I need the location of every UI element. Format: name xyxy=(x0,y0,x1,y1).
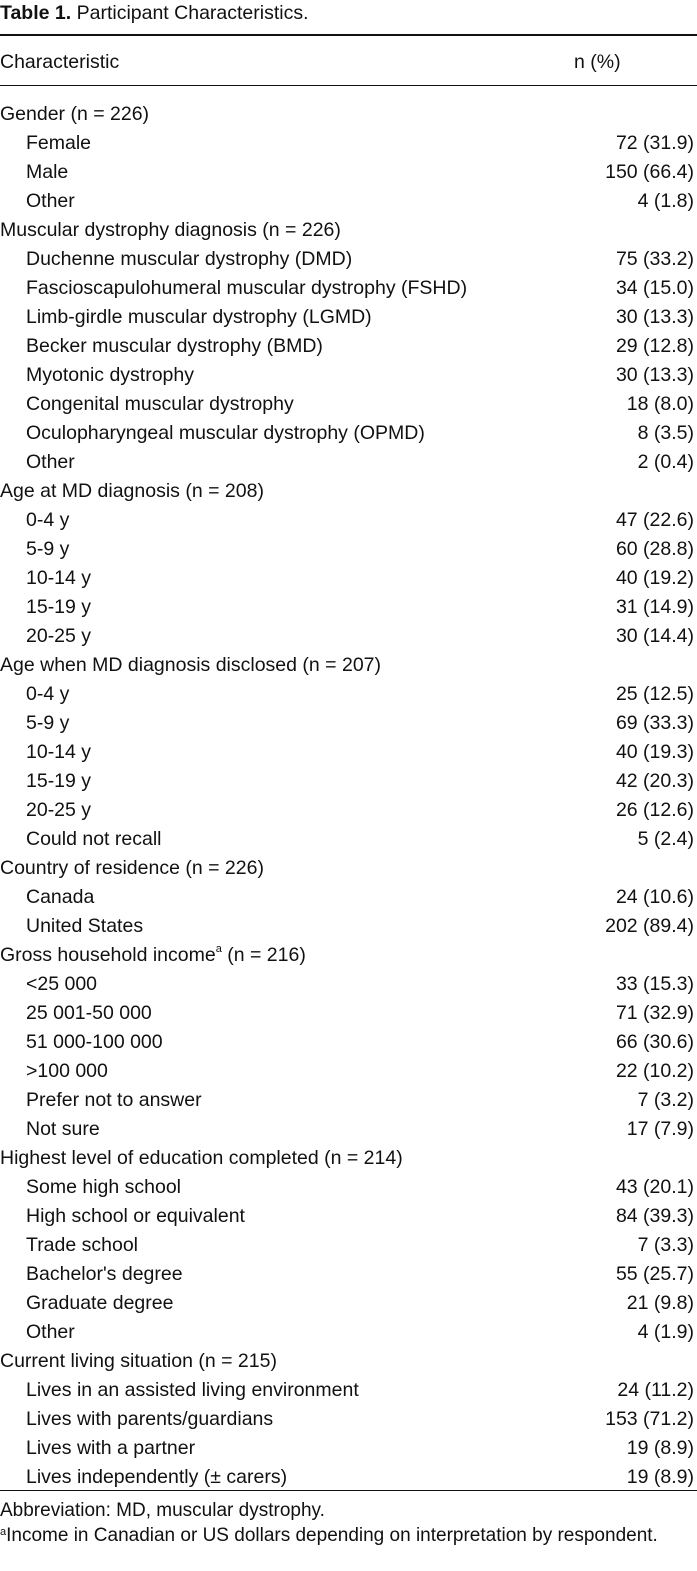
header-rule xyxy=(0,85,697,86)
row-value: 17 (7.9) xyxy=(626,1118,694,1140)
table-row xyxy=(0,912,697,941)
row-label xyxy=(0,100,149,129)
table-row xyxy=(0,564,697,593)
table-row xyxy=(0,767,697,796)
row-label-text: Some high school xyxy=(26,1176,182,1198)
row-label-text: 10-14 y xyxy=(26,567,92,589)
table-row xyxy=(0,999,697,1028)
table-group-row xyxy=(0,100,697,129)
row-value: 30 (14.4) xyxy=(615,625,694,647)
row-label-text: Lives with a partner xyxy=(26,1437,196,1459)
row-label xyxy=(0,854,264,883)
table-row xyxy=(0,1173,697,1202)
table-row xyxy=(0,390,697,419)
row-label xyxy=(0,477,264,506)
row-label-text: Not sure xyxy=(26,1118,100,1140)
row-label-text: 10-14 y xyxy=(26,741,92,763)
row-value: 5 (2.4) xyxy=(637,828,694,850)
table-row xyxy=(0,1202,697,1231)
table-row xyxy=(0,680,697,709)
table-row xyxy=(0,187,697,216)
row-label-text: High school or equivalent xyxy=(26,1205,245,1227)
row-label xyxy=(0,1347,277,1376)
row-label-text: Female xyxy=(26,132,92,154)
table-row xyxy=(0,738,697,767)
row-label-text: Oculopharyngeal muscular dystrophy (OPMD) xyxy=(26,422,425,444)
row-label-text: Lives independently (± carers) xyxy=(26,1466,288,1488)
row-label xyxy=(26,883,94,912)
footnote-marker: a xyxy=(0,1526,7,1538)
row-label-text: 5-9 y xyxy=(26,538,70,560)
row-label-text: United States xyxy=(26,915,144,937)
table-row xyxy=(0,1376,697,1405)
row-label xyxy=(26,129,91,158)
table-row xyxy=(0,1463,697,1492)
table-row xyxy=(0,448,697,477)
row-value: 21 (9.8) xyxy=(626,1292,694,1314)
row-label-text: Gross household income xyxy=(0,944,216,966)
row-label-text: Congenital muscular dystrophy xyxy=(26,393,294,415)
table-header xyxy=(0,48,697,76)
row-label xyxy=(26,767,91,796)
row-label-text: Graduate degree xyxy=(26,1292,174,1314)
row-label xyxy=(26,1028,163,1057)
row-label xyxy=(26,1173,181,1202)
table-label: Table 1. xyxy=(0,2,72,24)
row-label xyxy=(0,651,381,680)
row-label-text: Bachelor's degree xyxy=(26,1263,183,1285)
row-value: 7 (3.3) xyxy=(637,1234,694,1256)
row-value: 34 (15.0) xyxy=(615,277,694,299)
row-label-text: Male xyxy=(26,161,69,183)
footnote-a-text: Income in Canadian or US dollars depending on interpretation by respondent. xyxy=(6,1525,658,1546)
row-label xyxy=(26,1289,173,1318)
row-value: 24 (10.6) xyxy=(615,886,694,908)
row-value: 60 (28.8) xyxy=(615,538,694,560)
table-group-row xyxy=(0,941,697,970)
row-label xyxy=(26,1463,287,1492)
table-row xyxy=(0,593,697,622)
row-label xyxy=(26,332,323,361)
table-row xyxy=(0,332,697,361)
table-row xyxy=(0,303,697,332)
row-label xyxy=(26,1115,100,1144)
table-row xyxy=(0,970,697,999)
row-label-text: Age when MD diagnosis disclosed (n = 207) xyxy=(0,654,382,676)
row-value: 153 (71.2) xyxy=(605,1408,694,1430)
table-group-row xyxy=(0,1144,697,1173)
row-value: 47 (22.6) xyxy=(615,509,694,531)
table-title xyxy=(0,0,309,26)
row-value: 25 (12.5) xyxy=(615,683,694,705)
row-value: 30 (13.3) xyxy=(615,364,694,386)
row-label-text: Prefer not to answer xyxy=(26,1089,202,1111)
row-label xyxy=(26,390,294,419)
row-label-text: Country of residence (n = 226) xyxy=(0,857,264,879)
footnote-abbreviation: Abbreviation: MD, muscular dystrophy. xyxy=(0,1500,325,1521)
table-row xyxy=(0,1260,697,1289)
row-label-text: Canada xyxy=(26,886,95,908)
row-value: 66 (30.6) xyxy=(615,1031,694,1053)
row-label xyxy=(26,303,372,332)
table-group-row xyxy=(0,216,697,245)
row-value: 71 (32.9) xyxy=(615,1002,694,1024)
row-label xyxy=(26,912,143,941)
table-row xyxy=(0,1289,697,1318)
row-value: 2 (0.4) xyxy=(637,451,694,473)
row-label xyxy=(26,1202,245,1231)
row-value: 7 (3.2) xyxy=(637,1089,694,1111)
row-label-text: Age at MD diagnosis (n = 208) xyxy=(0,480,264,502)
row-value: 55 (25.7) xyxy=(615,1263,694,1285)
row-label xyxy=(26,274,467,303)
row-value: 75 (33.2) xyxy=(615,248,694,270)
header-n-pct: n (%) xyxy=(574,51,621,73)
row-label xyxy=(26,1057,108,1086)
table-row xyxy=(0,1434,697,1463)
table-row xyxy=(0,1405,697,1434)
row-value: 43 (20.1) xyxy=(615,1176,694,1198)
row-value: 4 (1.9) xyxy=(637,1321,694,1343)
row-label xyxy=(0,1144,403,1173)
row-value: 22 (10.2) xyxy=(615,1060,694,1082)
table-row xyxy=(0,709,697,738)
row-label xyxy=(26,1086,202,1115)
row-label-text: Other xyxy=(26,1321,75,1343)
row-label xyxy=(26,506,69,535)
row-label-text: Gender (n = 226) xyxy=(0,103,150,125)
row-label-text: 25 001-50 000 xyxy=(26,1002,152,1024)
footnote-marker: a xyxy=(215,943,222,955)
row-value: 33 (15.3) xyxy=(615,973,694,995)
row-label xyxy=(26,999,152,1028)
table-row xyxy=(0,796,697,825)
row-label xyxy=(26,419,425,448)
row-label xyxy=(26,1434,195,1463)
table-row xyxy=(0,622,697,651)
row-value: 42 (20.3) xyxy=(615,770,694,792)
row-value: 69 (33.3) xyxy=(615,712,694,734)
row-value: 30 (13.3) xyxy=(615,306,694,328)
table-group-row xyxy=(0,854,697,883)
row-label xyxy=(26,187,75,216)
table-row xyxy=(0,1115,697,1144)
table-row xyxy=(0,883,697,912)
row-label-text: 15-19 y xyxy=(26,770,92,792)
row-label-text: Lives in an assisted living environment xyxy=(26,1379,359,1401)
row-label xyxy=(26,1376,359,1405)
row-label-text: Duchenne muscular dystrophy (DMD) xyxy=(26,248,353,270)
row-label-text: Muscular dystrophy diagnosis (n = 226) xyxy=(0,219,341,241)
row-label xyxy=(0,216,341,245)
table-group-row xyxy=(0,651,697,680)
header-characteristic: Characteristic xyxy=(0,51,120,73)
row-value: 40 (19.3) xyxy=(615,741,694,763)
row-label xyxy=(26,796,91,825)
row-label-text: 0-4 y xyxy=(26,683,70,705)
row-label-text: Trade school xyxy=(26,1234,139,1256)
table-row xyxy=(0,129,697,158)
row-label xyxy=(26,361,194,390)
row-label xyxy=(26,970,97,999)
row-label-suffix: (n = 216) xyxy=(221,944,306,966)
row-label-text: 5-9 y xyxy=(26,712,70,734)
row-label xyxy=(26,564,91,593)
row-label xyxy=(0,941,306,970)
row-label xyxy=(26,709,69,738)
row-label-text: Could not recall xyxy=(26,828,162,850)
table-row xyxy=(0,361,697,390)
row-value: 18 (8.0) xyxy=(626,393,694,415)
row-label-text: Myotonic dystrophy xyxy=(26,364,194,386)
row-label xyxy=(26,535,69,564)
row-label-text: Limb-girdle muscular dystrophy (LGMD) xyxy=(26,306,372,328)
table-body xyxy=(0,100,697,1492)
table-row xyxy=(0,245,697,274)
table-row xyxy=(0,419,697,448)
row-label-text: 20-25 y xyxy=(26,799,92,821)
row-value: 150 (66.4) xyxy=(605,161,694,183)
row-label xyxy=(26,158,68,187)
table-row xyxy=(0,1057,697,1086)
top-rule xyxy=(0,34,697,36)
row-value: 31 (14.9) xyxy=(615,596,694,618)
row-label xyxy=(26,1231,138,1260)
table-row xyxy=(0,506,697,535)
row-value: 40 (19.2) xyxy=(615,567,694,589)
table-row xyxy=(0,1086,697,1115)
table-row xyxy=(0,1231,697,1260)
table-row xyxy=(0,825,697,854)
table-row xyxy=(0,1028,697,1057)
row-label xyxy=(26,738,91,767)
row-label-text: 15-19 y xyxy=(26,596,92,618)
table-row xyxy=(0,158,697,187)
row-label-text: Other xyxy=(26,451,75,473)
row-value: 24 (11.2) xyxy=(617,1379,694,1401)
row-label xyxy=(26,1318,75,1347)
footnote-a xyxy=(0,1524,658,1548)
table-row xyxy=(0,1318,697,1347)
row-value: 4 (1.8) xyxy=(637,190,694,212)
row-label xyxy=(26,622,91,651)
table-group-row xyxy=(0,1347,697,1376)
table-row xyxy=(0,535,697,564)
row-label xyxy=(26,448,75,477)
row-label xyxy=(26,1260,183,1289)
row-label-text: Becker muscular dystrophy (BMD) xyxy=(26,335,323,357)
bottom-rule xyxy=(0,1490,697,1491)
row-label-text: Current living situation (n = 215) xyxy=(0,1350,277,1372)
table-group-row xyxy=(0,477,697,506)
row-label-text: 0-4 y xyxy=(26,509,70,531)
row-value: 19 (8.9) xyxy=(626,1437,694,1459)
table-row xyxy=(0,274,697,303)
row-label xyxy=(26,1405,273,1434)
row-label-text: 20-25 y xyxy=(26,625,92,647)
row-value: 29 (12.8) xyxy=(615,335,694,357)
row-label-text: Fascioscapulohumeral muscular dystrophy (FSHD) xyxy=(26,277,468,299)
row-label xyxy=(26,593,91,622)
row-label xyxy=(26,825,162,854)
row-label-text: >100 000 xyxy=(26,1060,108,1082)
table-caption: Participant Characteristics. xyxy=(76,2,309,24)
row-label-text: 51 000-100 000 xyxy=(26,1031,163,1053)
row-label xyxy=(26,680,69,709)
row-value: 26 (12.6) xyxy=(615,799,694,821)
row-label-text: Lives with parents/guardians xyxy=(26,1408,274,1430)
row-value: 8 (3.5) xyxy=(637,422,694,444)
row-label-text: Highest level of education completed (n = 214) xyxy=(0,1147,403,1169)
row-label xyxy=(26,245,352,274)
row-value: 84 (39.3) xyxy=(615,1205,694,1227)
row-value: 72 (31.9) xyxy=(615,132,694,154)
row-value: 19 (8.9) xyxy=(626,1466,694,1488)
row-label-text: <25 000 xyxy=(26,973,98,995)
row-label-text: Other xyxy=(26,190,75,212)
row-value: 202 (89.4) xyxy=(605,915,694,937)
